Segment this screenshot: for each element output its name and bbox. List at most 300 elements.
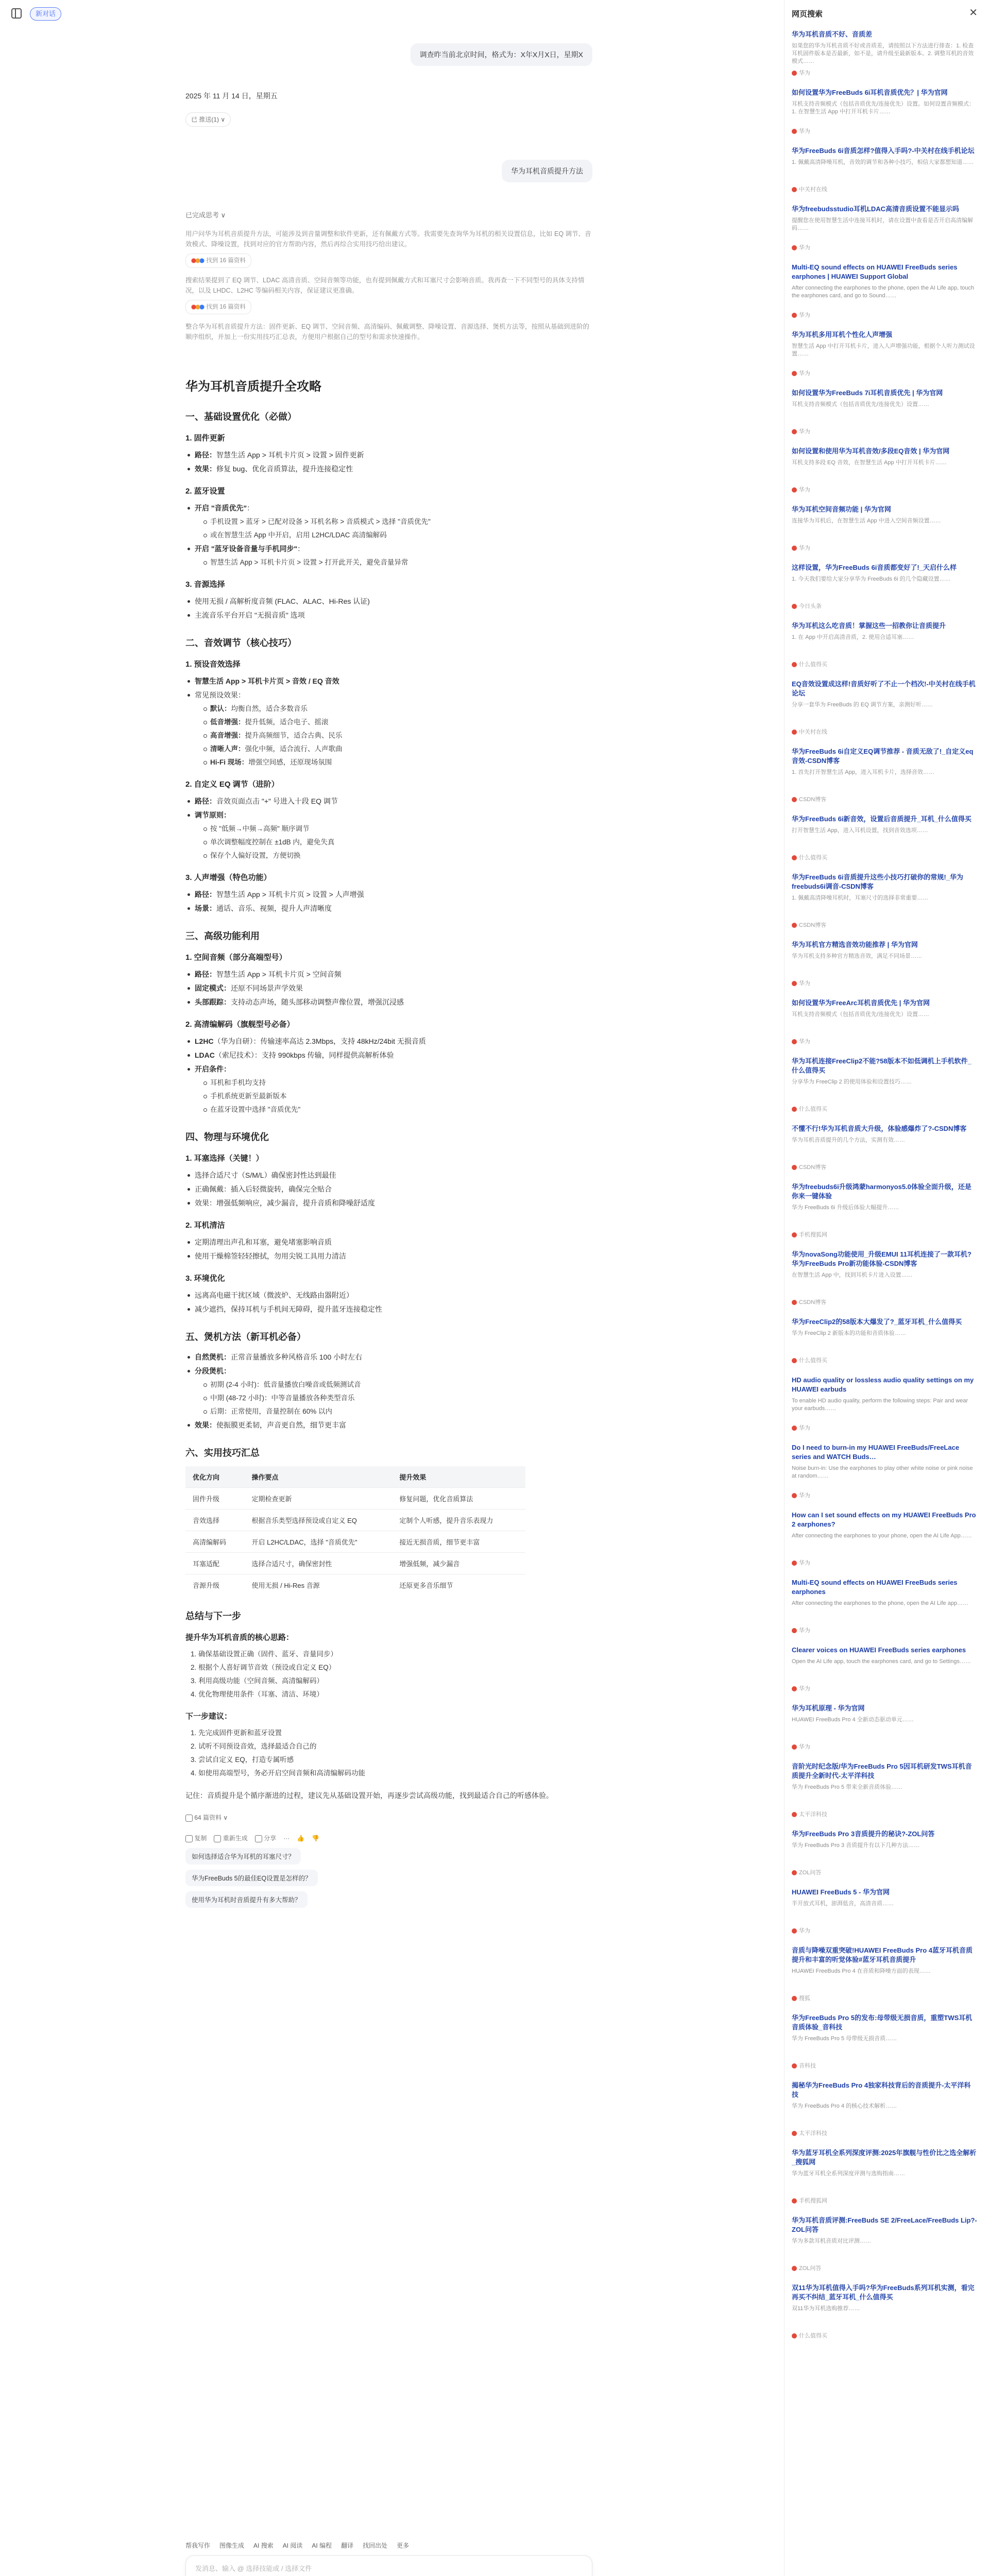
search-result[interactable]	[792, 2216, 977, 2272]
site-logo-icon	[792, 546, 797, 551]
copy-button[interactable]: 复制	[185, 1834, 207, 1843]
result-source	[792, 1423, 977, 1432]
site-logo-icon	[792, 1996, 797, 2001]
result-title[interactable]: 华为FreeBuds 6i音质怎样?值得入手吗?-中关村在线手机论坛	[792, 147, 975, 155]
search-result[interactable]	[792, 815, 977, 861]
result-title[interactable]: 华为FreeBuds Pro 5的发布:母带级无损音质，重塑TWS耳机音质体验_音科技	[792, 2014, 973, 2031]
site-logo-icon	[792, 1870, 797, 1875]
site-logo-icon	[792, 730, 797, 735]
table-cell: 增强低频，减少漏音	[392, 1553, 525, 1574]
result-title[interactable]: Multi-EQ sound effects on HUAWEI FreeBuds series earphones | HUAWEI Support Global	[792, 263, 958, 280]
tool-translate[interactable]: 翻译	[341, 2542, 354, 2549]
table-cell: 音源升级	[185, 1574, 245, 1596]
site-logo-icon	[792, 1561, 797, 1566]
list-item: 耳机和手机均支持	[201, 1076, 592, 1090]
list-item: 开启 "音质优先"： 手机设置 > 蓝牙 > 已配对设备 > 耳机名称 > 音质模式 > 选择 "音质优先" 或在智慧生活 App 中开启，启用 L2HC/LDAC 高清编解码	[185, 501, 592, 542]
subsection-heading: 1. 空间音频（部分高端型号）	[185, 953, 287, 962]
result-snippet: 打开智慧生活 App，进入耳机设置，找到音效选项……	[792, 827, 928, 834]
result-title[interactable]: 华为耳机连接FreeClip2不能?58版本不如低调机上手机软件_什么值得买	[792, 1057, 971, 1074]
search-result[interactable]	[792, 330, 977, 377]
list-item: 2. 试听不同预设音效，选择最适合自己的	[191, 1742, 317, 1750]
answer-title: 华为耳机音质提升全攻略	[185, 380, 321, 394]
search-result[interactable]	[792, 1946, 977, 2002]
thumbs-up-icon[interactable]: 👍	[297, 1835, 305, 1842]
source-name: 中关村在线	[799, 187, 827, 193]
result-title[interactable]: 华为freebudsstudio耳机LDAC高清音质设置不能显示吗	[792, 205, 960, 213]
result-title[interactable]: 音质与降噪双重突破!HUAWEI FreeBuds Pro 4蓝牙耳机音质提升和丰富的听觉体验#蓝牙耳机音质提升	[792, 1946, 973, 1963]
list-item: 路径：智慧生活 App > 耳机卡片页 > 设置 > 人声增强	[185, 888, 592, 902]
site-logo-icon	[792, 487, 797, 493]
result-snippet: 智慧生活 App 中打开耳机卡片，进入人声增强功能，根据个人听力测试设置……	[792, 343, 975, 357]
result-title[interactable]: 华为耳机这么吃音质！掌握这些一招教你让音质提升	[792, 622, 946, 630]
list-item: 2. 根据个人喜好调节音效（预设或自定义 EQ）	[191, 1664, 336, 1671]
result-source	[792, 1105, 977, 1113]
section-heading: 一、基础设置优化（必做）	[185, 412, 297, 422]
result-snippet: 耳机支持多段 EQ 音效，在智慧生活 App 中打开耳机卡片……	[792, 460, 947, 466]
table-cell: 修复问题，优化音质算法	[392, 1488, 525, 1510]
result-source	[792, 1558, 977, 1567]
site-logo-icon	[792, 313, 797, 318]
result-source	[792, 795, 977, 803]
source-name: CSDN博客	[799, 1299, 827, 1306]
subsection-heading: 1. 耳塞选择（关键！）	[185, 1154, 264, 1163]
search-result[interactable]	[792, 1057, 977, 1113]
web-search-panel	[784, 0, 989, 2576]
list-item: 1. 确保基础设置正确（固件、蓝牙、音量同步）	[191, 1650, 338, 1658]
search-result[interactable]	[792, 1250, 977, 1306]
source-name: CSDN博客	[799, 796, 827, 803]
list-item: 3. 利用高级功能（空间音频、高清编解码）	[191, 1677, 324, 1685]
site-logo-icon	[792, 2131, 797, 2136]
result-source	[792, 2196, 977, 2205]
result-title[interactable]: 华为耳机多用耳机个性化人声增强	[792, 331, 893, 338]
list-item: 远离高电磁干扰区域（微波炉、无线路由器附近）	[185, 1289, 592, 1302]
result-title[interactable]: HD audio quality or lossless audio quality settings on my HUAWEI earbuds	[792, 1376, 974, 1393]
list-item: 头部跟踪：支持动态声场，随头部移动调整声像位置，增强沉浸感	[185, 995, 592, 1009]
bullet-list	[185, 1035, 592, 1116]
result-snippet: After connecting the earphones to the phone, open the AI Life app……	[792, 1600, 969, 1606]
search-result[interactable]	[792, 388, 977, 435]
result-title[interactable]: 这样设置，华为FreeBuds 6i音质都变好了!_天启什么样	[792, 564, 957, 571]
search-result[interactable]	[792, 873, 977, 929]
search-result[interactable]	[792, 998, 977, 1045]
close-icon[interactable]: ✕	[969, 7, 978, 19]
result-snippet: 华为 FreeBuds Pro 4 的核心技术解析……	[792, 2103, 897, 2109]
result-title[interactable]: Multi-EQ sound effects on HUAWEI FreeBuds series earphones	[792, 1579, 958, 1596]
site-logo-icon	[792, 1165, 797, 1170]
tool-ai-search[interactable]: AI 搜索	[253, 2542, 274, 2549]
site-logo-icon	[792, 1686, 797, 1691]
result-source	[792, 69, 977, 77]
section-heading: 二、音效调节（核心技巧）	[185, 638, 297, 648]
result-source	[792, 1810, 977, 1818]
search-result[interactable]	[792, 1646, 977, 1692]
result-snippet: 华为耳机支持多种官方精选音效，满足不同场景……	[792, 953, 922, 959]
suggestion-chip[interactable]: 使用华为耳机时音质提升有多大帮助？	[185, 1891, 308, 1908]
list-item: 选择合适尺寸（S/M/L）确保密封性达到最佳	[185, 1168, 592, 1182]
result-source	[792, 1868, 977, 1876]
search-result[interactable]	[792, 263, 977, 319]
result-source	[792, 544, 977, 552]
result-snippet: 华为 FreeBuds Pro 5 母带级无损音质……	[792, 2036, 897, 2042]
result-title[interactable]: 如何设置华为FreeBuds 6i耳机音质优先？| 华为官网	[792, 89, 948, 96]
result-snippet: 华为耳机音质提升的几个方法，实测有效……	[792, 1137, 905, 1143]
site-logo-icon	[792, 2333, 797, 2338]
result-title[interactable]: HUAWEI FreeBuds 5 - 华为官网	[792, 1888, 890, 1896]
bullet-list	[185, 448, 592, 476]
tool-writing[interactable]: 帮我写作	[185, 2542, 211, 2549]
search-result[interactable]	[792, 146, 977, 193]
result-source	[792, 1626, 977, 1634]
site-logo-icon	[792, 129, 797, 134]
site-logo-icon	[792, 1232, 797, 1238]
result-snippet: 1. 首先打开智慧生活 App，进入耳机卡片，选择音效……	[792, 769, 934, 775]
tool-source[interactable]: 找回出处	[363, 2542, 388, 2549]
section-heading: 四、物理与环境优化	[185, 1132, 269, 1142]
table-cell: 还原更多音乐细节	[392, 1574, 525, 1596]
message-input[interactable]: 发消息、输入 @ 选择技能或 / 选择文件	[195, 2565, 312, 2572]
list-item: 使用干燥棉签轻轻擦拭，勿用尖锐工具用力清洁	[185, 1249, 592, 1263]
sidebar-toggle-icon[interactable]	[11, 8, 22, 19]
regenerate-button[interactable]: 重新生成	[214, 1834, 247, 1843]
result-title[interactable]: 华为FreeBuds 6i新音效，设置后音质提升_耳机_什么值得买	[792, 815, 971, 823]
search-result[interactable]	[792, 1317, 977, 1364]
search-result[interactable]	[792, 1578, 977, 1634]
result-title[interactable]: 华为耳机原理 - 华为官网	[792, 1704, 865, 1712]
site-logo-icon	[792, 923, 797, 928]
result-title[interactable]: 双11华为耳机值得入手吗?华为FreeBuds系列耳机实测，看完再买不纠结_蓝牙耳机_什么值得买	[792, 2284, 975, 2301]
search-result[interactable]	[792, 1124, 977, 1171]
source-name: 什么值得买	[799, 1358, 827, 1364]
source-name: 华为	[799, 1628, 810, 1634]
source-logos-icon	[191, 304, 204, 310]
table-row	[185, 1510, 525, 1531]
list-item: 手机设置 > 蓝牙 > 已配对设备 > 耳机名称 > 音质模式 > 选择 "音质优先"	[201, 515, 592, 529]
suggestion-chip[interactable]: 华为FreeBuds 5的最佳EQ设置是怎样的？	[185, 1870, 318, 1886]
thinking-header[interactable]: 已完成思考 ∨	[185, 211, 226, 219]
source-logos-icon	[191, 258, 204, 263]
list-item: 正确佩戴：插入后轻微旋转，确保完全贴合	[185, 1182, 592, 1196]
message-input-box[interactable]	[185, 2555, 592, 2576]
list-item: 高音增强：提升高频细节，适合古典、民乐	[201, 729, 592, 742]
table-header-row	[185, 1466, 525, 1488]
table-cell: 高清编解码	[185, 1531, 245, 1553]
list-item: 初期 (2-4 小时)：低音量播放白噪音或低频测试音	[201, 1378, 592, 1392]
result-title[interactable]: How can I set sound effects on my HUAWEI FreeBuds Pro 2 earphones?	[792, 1511, 976, 1528]
new-chat-button[interactable]: 新对话	[30, 7, 61, 21]
site-logo-icon	[792, 1358, 797, 1363]
site-logo-icon	[792, 1628, 797, 1633]
search-result[interactable]	[792, 2148, 977, 2205]
search-result[interactable]	[792, 1762, 977, 1818]
result-source	[792, 1742, 977, 1751]
result-title[interactable]: 华为耳机音质评测:FreeBuds SE 2/FreeLace/FreeBuds Lip?-ZOL问答	[792, 2216, 977, 2233]
result-source	[792, 727, 977, 736]
result-title[interactable]: 揭秘华为FreeBuds Pro 4独家科技背后的音质提升-太平洋科技	[792, 2081, 971, 2098]
result-title[interactable]: Do I need to burn-in my HUAWEI FreeBuds/FreeLace series and WATCH Buds…	[792, 1444, 960, 1461]
result-snippet: 分享华为 FreeClip 2 的使用体验和设置技巧……	[792, 1079, 912, 1085]
sources-icon	[185, 1815, 193, 1822]
result-source	[792, 1926, 977, 1935]
source-name: 什么值得买	[799, 2333, 827, 2339]
result-source	[792, 1230, 977, 1239]
thinking-text: 搜索结果提到了 EQ 调节、LDAC 高清音质、空间音频等功能，也有提到佩戴方式和耳塞尺寸会影响音质。我再查一下不同型号的具体支持情况，以及 LHDC、L2HC 等编码相关内容，保证建议更准确。	[185, 277, 585, 294]
list-item: Hi-Fi 现场：增强空间感，还原现场氛围	[201, 756, 592, 769]
site-logo-icon	[792, 71, 797, 76]
result-snippet: 在智慧生活 App 中，找到耳机卡片进入设置……	[792, 1272, 913, 1278]
search-result[interactable]	[792, 447, 977, 494]
site-logo-icon	[792, 855, 797, 860]
result-title[interactable]: 华为耳机音质不好、音质差	[792, 30, 873, 38]
result-snippet: 半开放式耳机，澎湃低音，高清音质……	[792, 1901, 894, 1907]
search-result[interactable]	[792, 1704, 977, 1751]
section-heading: 六、实用技巧汇总	[185, 1448, 260, 1458]
refresh-icon	[214, 1835, 221, 1842]
result-title[interactable]: 如何设置华为FreeBuds 7i耳机音质优先 | 华为官网	[792, 389, 943, 397]
result-snippet: HUAWEI FreeBuds Pro 4 全新动态驱动单元……	[792, 1717, 914, 1723]
bullet-list	[185, 794, 592, 862]
result-title[interactable]: 华为FreeClip2的58版本大爆发了?_蓝牙耳机_什么值得买	[792, 1318, 962, 1326]
result-snippet: 华为 FreeBuds Pro 5 带来全新音质体验……	[792, 1784, 903, 1790]
bullet-list	[185, 674, 592, 769]
list-item: L2HC（华为自研）：传输速率高达 2.3Mbps，支持 48kHz/24bit 无损音质	[185, 1035, 592, 1048]
subsection-heading: 2. 耳机清洁	[185, 1221, 225, 1230]
result-title[interactable]: 华为蓝牙耳机全系列深度评测:2025年旗舰与性价比之选全解析_搜狐网	[792, 2149, 977, 2166]
result-title[interactable]: Clearer voices on HUAWEI FreeBuds series earphones	[792, 1646, 966, 1654]
table-cell: 选择合适尺寸，确保密封性	[245, 1553, 393, 1574]
result-snippet: HUAWEI FreeBuds Pro 4 在音质和降噪方面的表现……	[792, 1968, 931, 1974]
sources-chip[interactable]: 找到 16 篇资料	[185, 300, 251, 314]
source-name: 华为	[799, 1686, 810, 1692]
result-title[interactable]: 华为FreeBuds 6i自定义EQ调节推荐 - 音质无敌了!_自定义eq音效-CSDN博客	[792, 748, 974, 765]
result-title[interactable]: 华为novaSong功能使用_升级EMUI 11耳机连接了一款耳机?华为FreeBuds Pro新功能体验-CSDN博客	[792, 1250, 971, 1267]
source-name: 今日头条	[799, 603, 822, 609]
source-name: CSDN博客	[799, 1164, 827, 1171]
site-logo-icon	[792, 2198, 797, 2204]
search-result[interactable]	[792, 1376, 977, 1432]
thinking-text: 用户问华为耳机音质提升方法，可能涉及到音量调整和软件更新，还有佩戴方式等。我需要先查询华为耳机的相关设置信息，比如 EQ 调节、音效模式、降噪设置，找到对应的官方帮助内容，然后再综合实用技巧给出建议。	[185, 230, 591, 248]
search-result[interactable]	[792, 1829, 977, 1876]
table-row	[185, 1553, 525, 1574]
user-message: 调查昨当前北京时间，格式为：X年X月X日，星期X	[411, 43, 592, 66]
source-name: 太平洋科技	[799, 2130, 827, 2137]
result-title[interactable]: 如何设置和使用华为耳机音效/多段EQ音效 | 华为官网	[792, 447, 950, 455]
source-name: 华为	[799, 70, 810, 76]
source-name: 华为	[799, 429, 810, 435]
list-item: 调节原则： 按 "低频→中频→高频" 顺序调节 单次调整幅度控制在 ±1dB 内，避免失真 保存个人偏好设置，方便切换	[185, 808, 592, 862]
result-source	[792, 1994, 977, 2002]
source-name: 华为	[799, 128, 810, 134]
list-item: 减少遮挡，保持耳机与手机间无障碍，提升蓝牙连接稳定性	[185, 1302, 592, 1316]
list-item: 清晰人声：强化中频，适合流行、人声歌曲	[201, 742, 592, 756]
message-action-bar	[185, 1834, 592, 1843]
search-result[interactable]	[792, 505, 977, 552]
tool-ai-reading[interactable]: AI 阅读	[282, 2542, 303, 2549]
source-name: 华为	[799, 1493, 810, 1499]
search-result[interactable]	[792, 621, 977, 668]
result-source	[792, 853, 977, 861]
result-source	[792, 427, 977, 435]
search-result[interactable]	[792, 940, 977, 987]
list-item: 4. 如使用高端型号，务必开启空间音频和高清编解码功能	[191, 1769, 366, 1777]
top-bar	[0, 0, 768, 27]
subsection-heading: 1. 固件更新	[185, 434, 225, 443]
result-title[interactable]: EQ音效设置成这样!音质好听了不止一个档次!-中关村在线手机论坛	[792, 680, 976, 697]
result-source	[792, 660, 977, 668]
search-result[interactable]	[792, 2283, 977, 2340]
search-result[interactable]	[792, 88, 977, 135]
table-cell: 使用无损 / Hi-Res 音源	[245, 1574, 393, 1596]
table-row	[185, 1488, 525, 1510]
site-logo-icon	[792, 2063, 797, 2069]
result-source	[792, 1163, 977, 1171]
result-snippet: To enable HD audio quality, perform the following steps: Pair and wear your earbuds……	[792, 1398, 968, 1412]
table-cell: 定制个人听感，提升音乐表现力	[392, 1510, 525, 1531]
message-actions	[185, 1813, 592, 1822]
result-snippet: Open the AI Life app, touch the earphones card, and go to Settings……	[792, 1658, 971, 1665]
source-name: CSDN博客	[799, 922, 827, 928]
more-button[interactable]: ···	[283, 1835, 290, 1842]
list-item: 默认：均衡自然，适合多数音乐	[201, 702, 592, 716]
source-name: 手机搜狐网	[799, 2198, 827, 2204]
subsection-heading: 2. 蓝牙设置	[185, 487, 225, 496]
result-source	[792, 1037, 977, 1045]
search-result[interactable]	[792, 205, 977, 251]
list-item: 单次调整幅度控制在 ±1dB 内，避免失真	[201, 836, 592, 849]
tool-more[interactable]: 更多	[397, 2542, 410, 2549]
search-result[interactable]	[792, 680, 977, 736]
source-name: 华为	[799, 1744, 810, 1750]
list-item: 智慧生活 App > 耳机卡片页 > 设置 > 打开此开关，避免音量异常	[201, 556, 592, 569]
site-logo-icon	[792, 604, 797, 609]
result-snippet: 耳机支持音频模式（包括音质优先/连接优先）设置……	[792, 401, 930, 408]
source-name: 华为	[799, 245, 810, 251]
list-item: 固定模式：还原不同场景声学效果	[185, 981, 592, 995]
result-snippet: 提醒您在使用智慧生活中连接耳机时，请在设置中查看是否开启高清编解码……	[792, 217, 973, 231]
result-snippet: 华为 FreeClip 2 新版本的功能和音质体验……	[792, 1330, 906, 1336]
source-name: 什么值得买	[799, 662, 827, 668]
result-source	[792, 127, 977, 135]
list-item: 按 "低频→中频→高频" 顺序调节	[201, 822, 592, 836]
source-name: 华为	[799, 312, 810, 318]
source-name: ZOL问答	[799, 2265, 822, 2272]
result-source	[792, 485, 977, 494]
source-name: 华为	[799, 1039, 810, 1045]
list-item: 使用无损 / 高解析度音频 (FLAC、ALAC、Hi-Res 认证)	[185, 595, 592, 608]
assistant-answer: 2025 年 11 月 14 日，星期五	[185, 92, 278, 100]
panel-title: 网页搜索	[792, 10, 823, 19]
result-snippet: 如果您的华为耳机音质不好或音质差，请按照以下方法进行排查：1. 检查耳机固件版本是否最新，如不是，请升级至最新版本。2. 调整耳机的音效模式……	[792, 43, 974, 64]
subsection-heading: 下一步建议：	[185, 1712, 232, 1721]
tool-image-gen[interactable]: 图像生成	[219, 2542, 245, 2549]
table-cell: 开启 L2HC/LDAC，选择 "音质优先"	[245, 1531, 393, 1553]
result-title[interactable]: 华为耳机空间音频功能 | 华为官网	[792, 505, 891, 513]
search-result[interactable]	[792, 1182, 977, 1239]
result-snippet: 1. 佩戴高清降噪耳机时，耳塞尺寸的选择非常重要……	[792, 895, 929, 901]
search-result[interactable]	[792, 2081, 977, 2137]
result-title[interactable]: 如何设置华为FreeArc耳机音质优先 | 华为官网	[792, 999, 930, 1007]
source-name: 华为	[799, 487, 810, 493]
site-logo-icon	[792, 662, 797, 667]
table-cell: 耳塞适配	[185, 1553, 245, 1574]
result-title[interactable]: 华为耳机官方精选音效功能推荐 | 华为官网	[792, 941, 918, 948]
search-result[interactable]	[792, 747, 977, 803]
site-logo-icon	[792, 1300, 797, 1305]
search-result[interactable]	[792, 2013, 977, 2070]
source-name: 什么值得买	[799, 1106, 827, 1112]
search-result[interactable]	[792, 30, 977, 77]
tool-ai-coding[interactable]: AI 编程	[312, 2542, 332, 2549]
result-source	[792, 1684, 977, 1692]
thinking-text: 整合华为耳机音质提升方法：固件更新、EQ 调节、空间音频、高清编码、佩戴调整、降噪设置、音源选择、煲机方法等，按照从基础到进阶的顺序组织，并加上一份实用技巧汇总表，方便用户根据自己的型号和需求快速操作。	[185, 323, 590, 341]
result-snippet: 华为多款耳机音质对比评测……	[792, 2238, 871, 2244]
result-title[interactable]: 华为FreeBuds Pro 3音质提升的秘诀?-ZOL问答	[792, 1830, 935, 1838]
table-row	[185, 1574, 525, 1596]
list-item: 手机系统更新至最新版本	[201, 1090, 592, 1103]
references-button[interactable]: 64 篇资料 ∨	[185, 1813, 228, 1822]
list-item: 路径：智慧生活 App > 耳机卡片页 > 设置 > 固件更新	[185, 448, 592, 462]
list-item: 效果：修复 bug、优化音质算法，提升连接稳定性	[185, 462, 592, 476]
result-title[interactable]: 不懂不行!华为耳机音质大升级，体验感爆炸了?-CSDN博客	[792, 1125, 967, 1132]
thumbs-down-icon[interactable]: 👎	[312, 1835, 319, 1842]
result-title[interactable]: 音阶光时纪念版/华为FreeBuds Pro 5因耳机研发TWS耳机音质提升全新时代-太平洋科技	[792, 1762, 972, 1780]
site-logo-icon	[792, 245, 797, 250]
share-button[interactable]: 分享	[255, 1834, 276, 1843]
result-source	[792, 1298, 977, 1306]
list-item: 智慧生活 App > 耳机卡片页 > 音效 / EQ 音效	[185, 674, 592, 688]
site-logo-icon	[792, 1744, 797, 1750]
result-title[interactable]: 华为freebuds6i升级鸿蒙harmonyos5.0体验全面升级，还是你来一键体验	[792, 1183, 971, 1200]
list-item: 在蓝牙设置中选择 "音质优先"	[201, 1103, 592, 1116]
result-source	[792, 979, 977, 987]
list-item: 3. 尝试自定义 EQ，打造专属听感	[191, 1756, 294, 1764]
source-name: 太平洋科技	[799, 1811, 827, 1818]
sources-chip[interactable]: 找到 16 篇资料	[185, 253, 251, 268]
result-title[interactable]: 华为FreeBuds 6i音质提升这些小技巧打破你的常规!_华为freebuds6i调音-CSDN博客	[792, 873, 963, 890]
list-item: 低音增强：提升低频，适合电子、摇滚	[201, 716, 592, 729]
site-logo-icon	[792, 371, 797, 376]
list-item: 分段煲机： 初期 (2-4 小时)：低音量播放白噪音或低频测试音 中期 (48-72 小时)：中等音量播放各种类型音乐 后期：正常使用，音量控制在 60% 以内	[185, 1364, 592, 1418]
result-source	[792, 1356, 977, 1364]
search-result[interactable]	[792, 1511, 977, 1567]
list-item: 保存个人偏好设置，方便切换	[201, 849, 592, 862]
list-item: 开启 "蓝牙设备音量与手机同步"： 智慧生活 App > 耳机卡片页 > 设置 > 打开此开关，避免音量异常	[185, 542, 592, 569]
site-logo-icon	[792, 1928, 797, 1934]
source-name: 华为	[799, 370, 810, 377]
list-item: 定期清理出声孔和耳塞，避免堵塞影响音质	[185, 1235, 592, 1249]
search-result[interactable]	[792, 1443, 977, 1499]
section-heading: 三、高级功能利用	[185, 931, 260, 941]
list-item: 中期 (48-72 小时)：中等音量播放各种类型音乐	[201, 1392, 592, 1405]
section-heading: 五、煲机方法（新耳机必备）	[185, 1332, 306, 1342]
source-name: 手机搜狐网	[799, 1232, 827, 1238]
list-item: 效果：增强低频响应，减少漏音，提升音质和降噪舒适度	[185, 1196, 592, 1210]
bullet-list	[185, 1350, 592, 1432]
subsection-heading: 3. 环境优化	[185, 1274, 225, 1283]
user-message: 华为耳机音质提升方法	[502, 160, 592, 182]
search-result[interactable]	[792, 1888, 977, 1935]
search-chip[interactable]: 已 推送(1) ∨	[185, 112, 231, 127]
table-header-cell: 提升效果	[392, 1466, 525, 1488]
search-result[interactable]	[792, 563, 977, 610]
site-logo-icon	[792, 1812, 797, 1817]
bullet-list	[185, 1235, 592, 1263]
suggestion-chip[interactable]: 如何选择适合华为耳机的耳塞尺寸？	[185, 1848, 301, 1865]
result-snippet: After connecting the earphones to your phone, open the AI Life App……	[792, 1533, 972, 1539]
result-snippet: 华为 FreeBuds Pro 3 音质提升有以下几种方法……	[792, 1842, 920, 1849]
list-item: 自然煲机：正常音量播放多种风格音乐 100 小时左右	[185, 1350, 592, 1364]
result-source	[792, 2129, 977, 2137]
